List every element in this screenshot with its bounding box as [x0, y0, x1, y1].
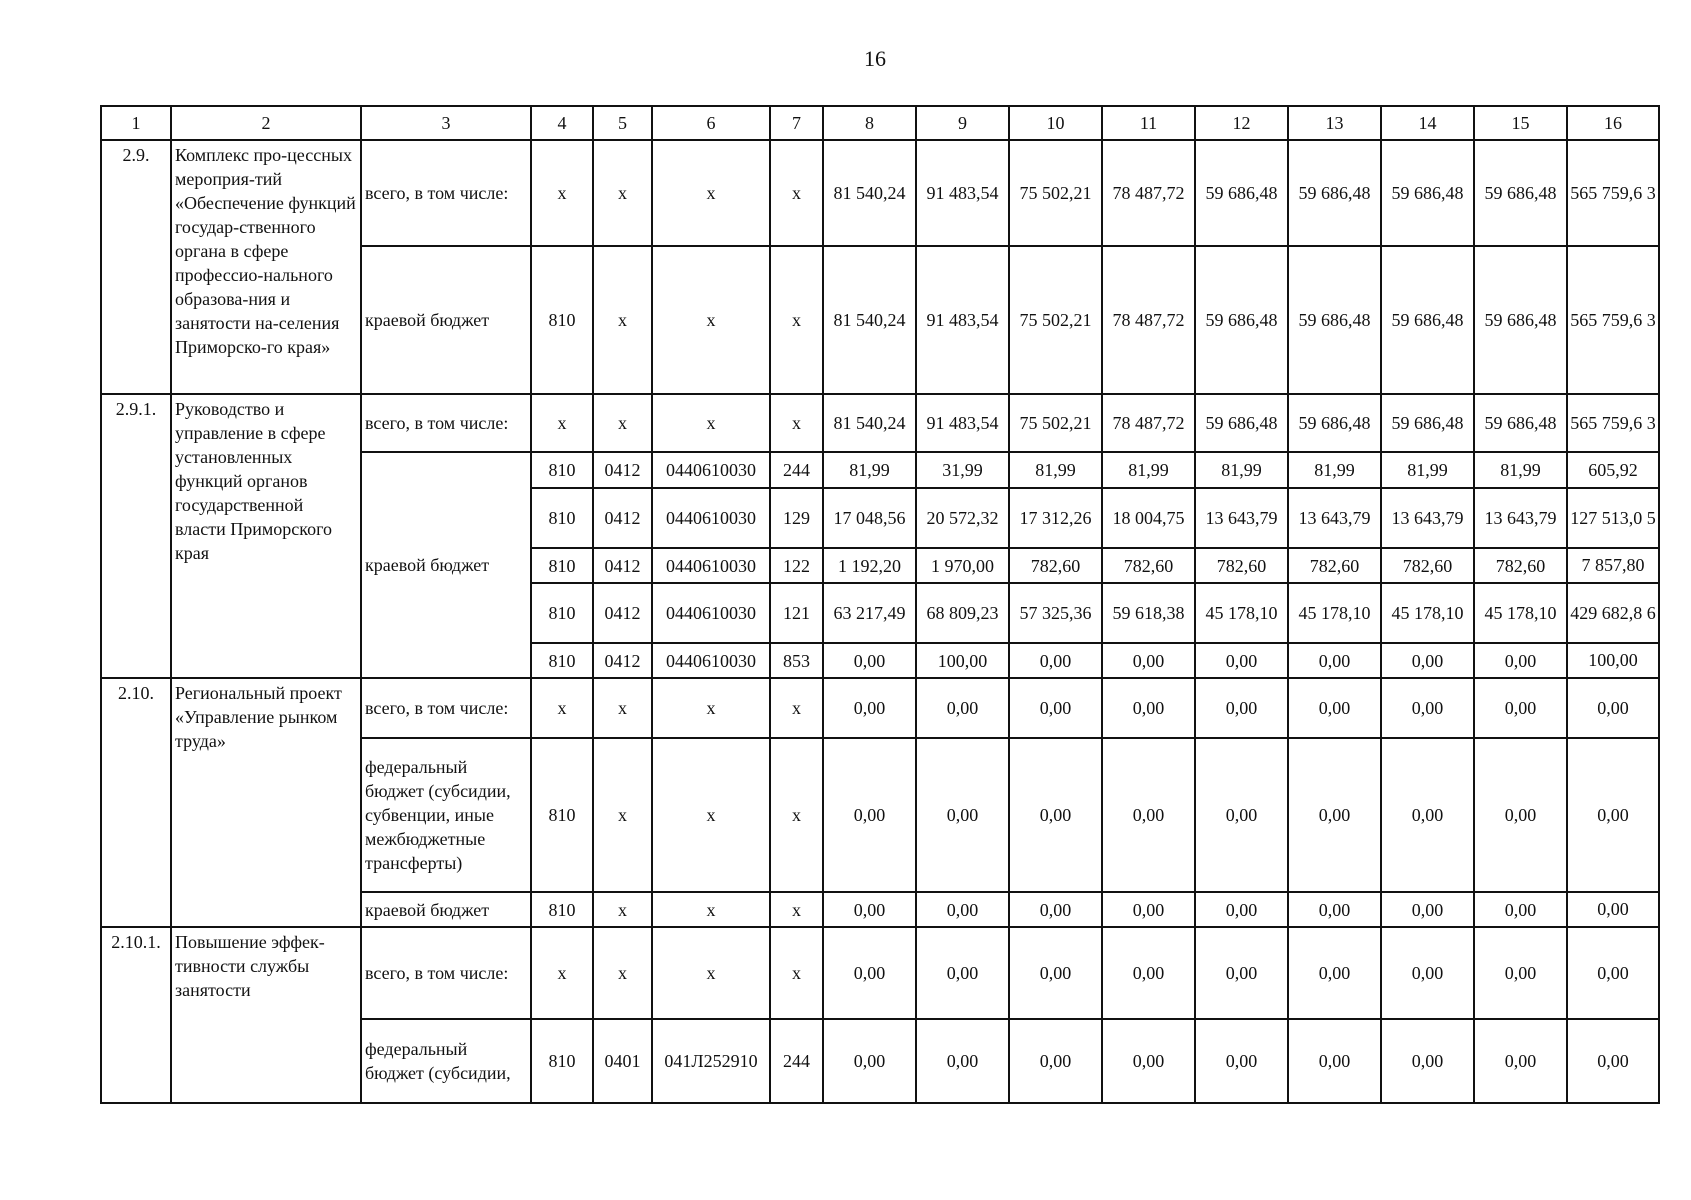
year-value: 0,00	[1381, 1019, 1474, 1103]
year-value: 0,00	[916, 927, 1009, 1019]
year-value: 0,00	[1288, 738, 1381, 892]
cell-c7: x	[770, 927, 823, 1019]
year-value: 91 483,54	[916, 394, 1009, 452]
year-value: 782,60	[1288, 548, 1381, 583]
year-value: 59 686,48	[1195, 140, 1288, 246]
year-value: 91 483,54	[916, 246, 1009, 394]
year-value: 0,00	[1474, 678, 1567, 738]
year-value: 0,00	[1381, 927, 1474, 1019]
total-value: 0,00	[1567, 892, 1659, 927]
col-header: 16	[1567, 106, 1659, 140]
cell-c4: 810	[531, 452, 593, 488]
year-value: 0,00	[1009, 927, 1102, 1019]
year-value: 81,99	[1288, 452, 1381, 488]
year-value: 78 487,72	[1102, 140, 1195, 246]
year-value: 78 487,72	[1102, 394, 1195, 452]
year-value: 91 483,54	[916, 140, 1009, 246]
cell-c5: 0412	[593, 643, 652, 678]
year-value: 68 809,23	[916, 583, 1009, 643]
cell-c6: 0440610030	[652, 583, 770, 643]
cell-c6: 0440610030	[652, 452, 770, 488]
year-value: 0,00	[1288, 643, 1381, 678]
funding-source: краевой бюджет	[361, 892, 531, 927]
cell-c7: 129	[770, 488, 823, 548]
cell-c5: 0401	[593, 1019, 652, 1103]
cell-c7: 244	[770, 452, 823, 488]
year-value: 59 686,48	[1381, 140, 1474, 246]
col-header: 1	[101, 106, 171, 140]
year-value: 63 217,49	[823, 583, 916, 643]
cell-c6: 0440610030	[652, 548, 770, 583]
year-value: 13 643,79	[1195, 488, 1288, 548]
cell-c6: x	[652, 394, 770, 452]
year-value: 0,00	[1102, 678, 1195, 738]
cell-c7: x	[770, 738, 823, 892]
year-value: 59 686,48	[1288, 394, 1381, 452]
cell-c6: x	[652, 678, 770, 738]
year-value: 0,00	[1381, 678, 1474, 738]
year-value: 0,00	[823, 678, 916, 738]
year-value: 75 502,21	[1009, 394, 1102, 452]
year-value: 0,00	[1009, 678, 1102, 738]
year-value: 0,00	[1195, 643, 1288, 678]
cell-c7: 853	[770, 643, 823, 678]
item-number: 2.9.	[101, 140, 171, 394]
year-value: 0,00	[1195, 678, 1288, 738]
year-value: 81,99	[1195, 452, 1288, 488]
cell-c4: x	[531, 678, 593, 738]
cell-c7: x	[770, 678, 823, 738]
cell-c7: 244	[770, 1019, 823, 1103]
item-name: Повышение эффек-тивности службы занятости	[171, 927, 361, 1103]
total-value: 0,00	[1567, 927, 1659, 1019]
year-value: 59 686,48	[1195, 394, 1288, 452]
total-value: 100,00	[1567, 643, 1659, 678]
year-value: 31,99	[916, 452, 1009, 488]
col-header: 2	[171, 106, 361, 140]
cell-c6: x	[652, 927, 770, 1019]
year-value: 0,00	[1195, 892, 1288, 927]
year-value: 45 178,10	[1381, 583, 1474, 643]
year-value: 59 686,48	[1474, 140, 1567, 246]
cell-c5: x	[593, 927, 652, 1019]
year-value: 59 686,48	[1381, 246, 1474, 394]
total-value: 565 759,6 3	[1567, 140, 1659, 246]
cell-c6: 041Л252910	[652, 1019, 770, 1103]
cell-c5: x	[593, 738, 652, 892]
year-value: 13 643,79	[1288, 488, 1381, 548]
item-name: Комплекс про-цессных мероприя-тий «Обеспечение функций государ-ственного органа в сфере профессио-нального образова-ния и занятости на-селения Приморско-го края»	[171, 140, 361, 394]
total-value: 7 857,80	[1567, 548, 1659, 583]
item-name: Региональный проект «Управление рынком труда»	[171, 678, 361, 927]
cell-c7: x	[770, 394, 823, 452]
year-value: 0,00	[1102, 643, 1195, 678]
year-value: 0,00	[1102, 1019, 1195, 1103]
cell-c6: x	[652, 140, 770, 246]
year-value: 0,00	[823, 738, 916, 892]
cell-c5: 0412	[593, 583, 652, 643]
year-value: 782,60	[1381, 548, 1474, 583]
year-value: 13 643,79	[1381, 488, 1474, 548]
year-value: 0,00	[1195, 1019, 1288, 1103]
funding-source: краевой бюджет	[361, 246, 531, 394]
year-value: 0,00	[1009, 643, 1102, 678]
funding-source: всего, в том числе:	[361, 394, 531, 452]
year-value: 0,00	[1474, 738, 1567, 892]
col-header: 15	[1474, 106, 1567, 140]
year-value: 0,00	[916, 678, 1009, 738]
total-value: 565 759,6 3	[1567, 394, 1659, 452]
year-value: 1 192,20	[823, 548, 916, 583]
budget-table	[100, 105, 1660, 1104]
funding-source: федеральный бюджет (субсидии,	[361, 1019, 531, 1103]
year-value: 81,99	[1102, 452, 1195, 488]
year-value: 18 004,75	[1102, 488, 1195, 548]
year-value: 59 686,48	[1288, 246, 1381, 394]
year-value: 0,00	[1195, 738, 1288, 892]
year-value: 45 178,10	[1195, 583, 1288, 643]
col-header: 7	[770, 106, 823, 140]
item-number: 2.10.1.	[101, 927, 171, 1103]
cell-c4: 810	[531, 1019, 593, 1103]
total-value: 429 682,8 6	[1567, 583, 1659, 643]
year-value: 0,00	[1102, 738, 1195, 892]
year-value: 17 312,26	[1009, 488, 1102, 548]
cell-c7: x	[770, 246, 823, 394]
total-value: 0,00	[1567, 678, 1659, 738]
year-value: 0,00	[823, 1019, 916, 1103]
year-value: 78 487,72	[1102, 246, 1195, 394]
year-value: 0,00	[1102, 892, 1195, 927]
cell-c7: 121	[770, 583, 823, 643]
cell-c4: 810	[531, 548, 593, 583]
funding-source: всего, в том числе:	[361, 140, 531, 246]
funding-source: федеральный бюджет (субсидии, субвенции, иные межбюджетные трансферты)	[361, 738, 531, 892]
table-row	[101, 927, 1659, 1019]
cell-c6: x	[652, 892, 770, 927]
col-header: 10	[1009, 106, 1102, 140]
year-value: 0,00	[1381, 643, 1474, 678]
col-header: 6	[652, 106, 770, 140]
cell-c6: x	[652, 246, 770, 394]
funding-source: всего, в том числе:	[361, 678, 531, 738]
col-header: 11	[1102, 106, 1195, 140]
total-value: 605,92	[1567, 452, 1659, 488]
cell-c5: 0412	[593, 488, 652, 548]
year-value: 782,60	[1195, 548, 1288, 583]
cell-c4: x	[531, 394, 593, 452]
cell-c4: 810	[531, 892, 593, 927]
table-row	[101, 140, 1659, 246]
col-header: 14	[1381, 106, 1474, 140]
cell-c6: 0440610030	[652, 643, 770, 678]
cell-c4: 810	[531, 583, 593, 643]
total-value: 565 759,6 3	[1567, 246, 1659, 394]
cell-c7: x	[770, 892, 823, 927]
page-number: 16	[864, 46, 886, 71]
year-value: 13 643,79	[1474, 488, 1567, 548]
funding-source: всего, в том числе:	[361, 927, 531, 1019]
year-value: 0,00	[1195, 927, 1288, 1019]
year-value: 0,00	[1381, 738, 1474, 892]
cell-c4: 810	[531, 643, 593, 678]
year-value: 81 540,24	[823, 246, 916, 394]
year-value: 59 686,48	[1381, 394, 1474, 452]
year-value: 20 572,32	[916, 488, 1009, 548]
year-value: 0,00	[1381, 892, 1474, 927]
year-value: 0,00	[1288, 1019, 1381, 1103]
year-value: 0,00	[1288, 678, 1381, 738]
cell-c4: 810	[531, 488, 593, 548]
col-header: 3	[361, 106, 531, 140]
year-value: 0,00	[916, 1019, 1009, 1103]
year-value: 0,00	[1474, 892, 1567, 927]
col-header: 8	[823, 106, 916, 140]
col-header: 12	[1195, 106, 1288, 140]
year-value: 45 178,10	[1474, 583, 1567, 643]
year-value: 81,99	[1381, 452, 1474, 488]
cell-c5: x	[593, 892, 652, 927]
year-value: 45 178,10	[1288, 583, 1381, 643]
year-value: 0,00	[823, 643, 916, 678]
year-value: 81,99	[1009, 452, 1102, 488]
year-value: 1 970,00	[916, 548, 1009, 583]
year-value: 75 502,21	[1009, 246, 1102, 394]
year-value: 81,99	[1474, 452, 1567, 488]
col-header: 13	[1288, 106, 1381, 140]
cell-c4: 810	[531, 738, 593, 892]
year-value: 0,00	[823, 927, 916, 1019]
year-value: 17 048,56	[823, 488, 916, 548]
cell-c4: x	[531, 140, 593, 246]
year-value: 782,60	[1102, 548, 1195, 583]
year-value: 59 686,48	[1474, 394, 1567, 452]
cell-c7: 122	[770, 548, 823, 583]
year-value: 59 618,38	[1102, 583, 1195, 643]
year-value: 782,60	[1009, 548, 1102, 583]
year-value: 81 540,24	[823, 140, 916, 246]
year-value: 0,00	[1474, 927, 1567, 1019]
cell-c7: x	[770, 140, 823, 246]
cell-c5: x	[593, 246, 652, 394]
year-value: 0,00	[823, 892, 916, 927]
cell-c4: x	[531, 927, 593, 1019]
year-value: 0,00	[1009, 892, 1102, 927]
year-value: 782,60	[1474, 548, 1567, 583]
year-value: 75 502,21	[1009, 140, 1102, 246]
year-value: 57 325,36	[1009, 583, 1102, 643]
year-value: 0,00	[916, 738, 1009, 892]
cell-c5: 0412	[593, 548, 652, 583]
year-value: 0,00	[1474, 643, 1567, 678]
total-value: 0,00	[1567, 1019, 1659, 1103]
year-value: 59 686,48	[1474, 246, 1567, 394]
item-number: 2.10.	[101, 678, 171, 927]
year-value: 81 540,24	[823, 394, 916, 452]
cell-c6: x	[652, 738, 770, 892]
cell-c5: x	[593, 394, 652, 452]
cell-c4: 810	[531, 246, 593, 394]
year-value: 0,00	[1009, 1019, 1102, 1103]
item-number: 2.9.1.	[101, 394, 171, 678]
year-value: 81,99	[823, 452, 916, 488]
cell-c5: x	[593, 140, 652, 246]
year-value: 0,00	[1288, 892, 1381, 927]
col-header: 4	[531, 106, 593, 140]
col-header: 5	[593, 106, 652, 140]
cell-c6: 0440610030	[652, 488, 770, 548]
cell-c5: x	[593, 678, 652, 738]
header-row	[101, 106, 1659, 140]
funding-source: краевой бюджет	[361, 452, 531, 678]
total-value: 0,00	[1567, 738, 1659, 892]
item-name: Руководство и управление в сфере установленных функций органов государственной власти Приморского края	[171, 394, 361, 678]
year-value: 0,00	[1288, 927, 1381, 1019]
year-value: 0,00	[1009, 738, 1102, 892]
table-row	[101, 394, 1659, 452]
year-value: 59 686,48	[1195, 246, 1288, 394]
year-value: 0,00	[1474, 1019, 1567, 1103]
cell-c5: 0412	[593, 452, 652, 488]
year-value: 59 686,48	[1288, 140, 1381, 246]
year-value: 0,00	[1102, 927, 1195, 1019]
year-value: 100,00	[916, 643, 1009, 678]
total-value: 127 513,0 5	[1567, 488, 1659, 548]
col-header: 9	[916, 106, 1009, 140]
year-value: 0,00	[916, 892, 1009, 927]
table-row	[101, 678, 1659, 738]
